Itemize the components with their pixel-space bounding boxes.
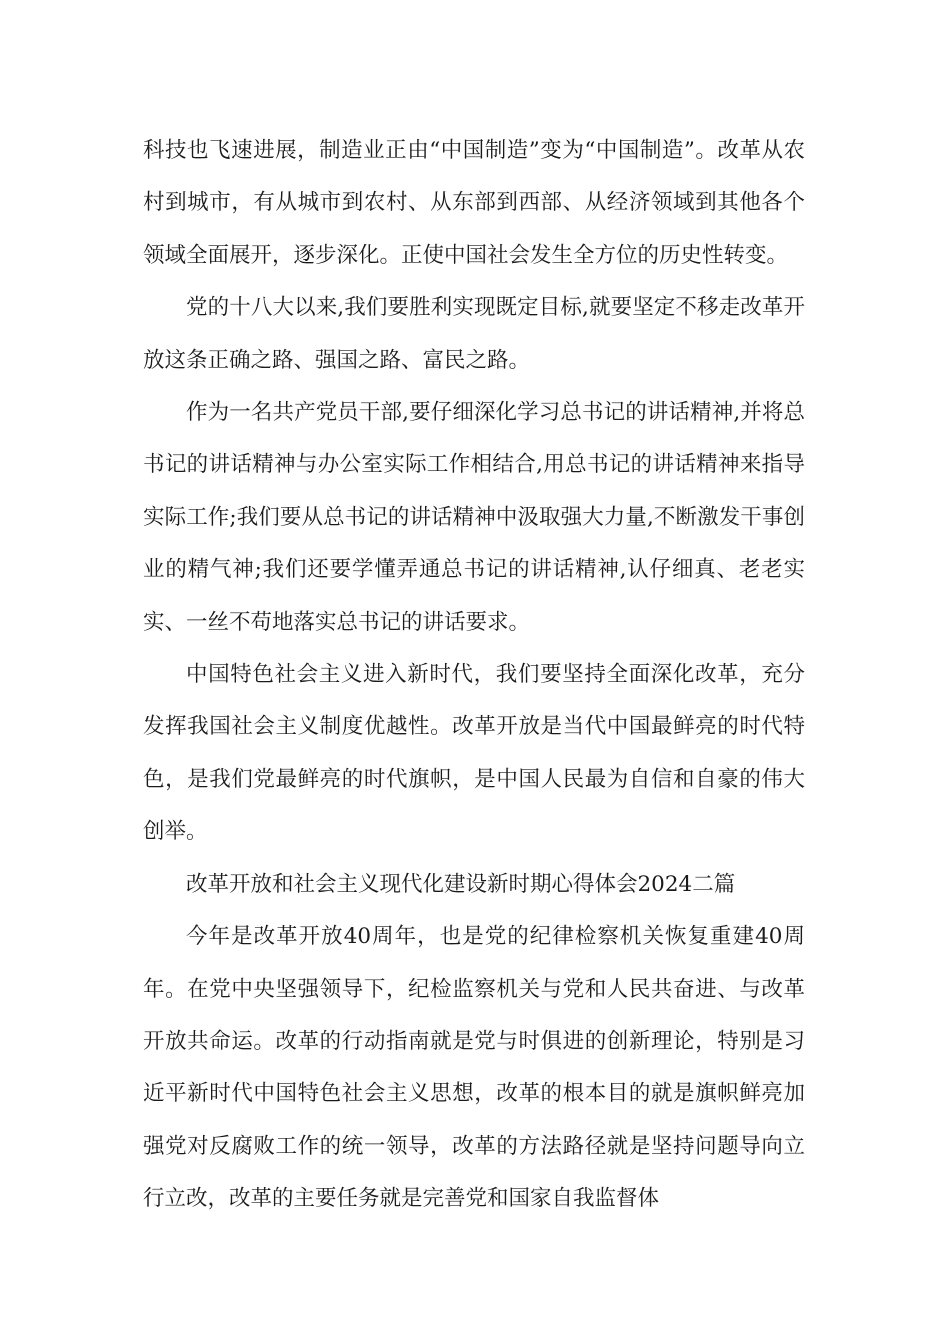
section-title: 改革开放和社会主义现代化建设新时期心得体会2024二篇 bbox=[186, 871, 736, 897]
paragraph: 中国特色社会主义进入新时代，我们要坚持全面深化改革，充分发挥我国社会主义制度优越性。改革开放是当代中国最鲜亮的时代特色，是我们党最鲜亮的时代旗帜，是中国人民最为自信和自豪的伟大创举。 bbox=[143, 662, 805, 845]
paragraph: 作为一名共产党员干部,要仔细深化学习总书记的讲话精神,并将总书记的讲话精神与办公室实际工作相结合,用总书记的讲话精神来指导实际工作;我们要从总书记的讲话精神中汲取强大力量,不断激发干事创业的精气神;我们还要学懂弄通总书记的讲话精神,认仔细真、老老实实、一丝不苟地落实总书记的讲话要求。 bbox=[143, 400, 805, 635]
document-body bbox=[143, 125, 805, 1226]
paragraph: 党的十八大以来,我们要胜利实现既定目标,就要坚定不移走改革开放这条正确之路、强国之路、富民之路。 bbox=[143, 295, 805, 373]
paragraph: 今年是改革开放40周年，也是党的纪律检察机关恢复重建40周年。在党中央坚强领导下，纪检监察机关与党和人民共奋进、与改革开放共命运。改革的行动指南就是党与时俱进的创新理论，特别是习近平新时代中国特色社会主义思想，改革的根本目的就是旗帜鲜亮加强党对反腐败工作的统一领导，改革的方法路径就是坚持问题导向立行立改，改革的主要任务就是完善党和国家自我监督体 bbox=[143, 924, 805, 1212]
paragraph-continued: 科技也飞速进展，制造业正由“中国制造”变为“中国制造”。改革从农村到城市，有从城市到农村、从东部到西部、从经济领域到其他各个领域全面展开，逐步深化。正使中国社会发生全方位的历史性转变。 bbox=[143, 138, 805, 268]
